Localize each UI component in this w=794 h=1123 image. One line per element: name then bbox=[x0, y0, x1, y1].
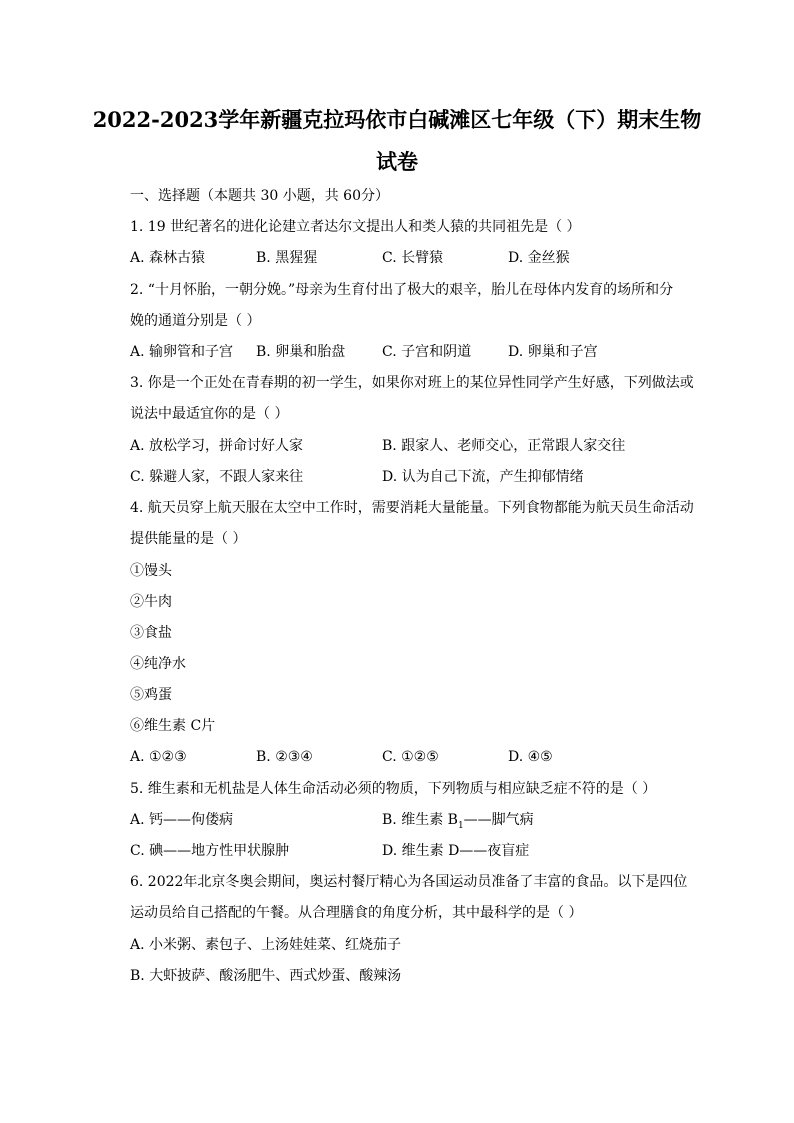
q4-item: ④纯净水 bbox=[130, 656, 186, 672]
section-heading: 一、选择题（本题共 30 小题，共 60分） bbox=[130, 188, 389, 204]
q2-option-a: A. 输卵管和子宫 bbox=[130, 344, 234, 360]
q5-option-a: A. 钙——佝偻病 bbox=[130, 812, 234, 828]
q3-option-d: D. 认为自己下流，产生抑郁情绪 bbox=[382, 469, 584, 485]
question-6-stem: 6. 2022年北京冬奥会期间，奥运村餐厅精心为各国运动员准备了丰富的食品。以下是四位 bbox=[130, 874, 688, 890]
q1-option-a: A. 森林古猿 bbox=[130, 250, 206, 266]
q4-item: ⑥维生素 C片 bbox=[130, 718, 216, 734]
question-6-stem-cont: 运动员给自己搭配的午餐。从合理膳食的角度分析，其中最科学的是（ ） bbox=[130, 905, 583, 921]
q2-option-b: B. 卵巢和胎盘 bbox=[256, 344, 346, 360]
q4-option-d: D. ④⑤ bbox=[508, 749, 553, 765]
q4-item: ⑤鸡蛋 bbox=[130, 687, 172, 703]
exam-title-line1: 2022-2023学年新疆克拉玛依市白碱滩区七年级（下）期末生物 bbox=[92, 107, 702, 132]
q6-option-a: A. 小米粥、素包子、上汤娃娃菜、红烧茄子 bbox=[130, 937, 402, 953]
question-4-stem: 4. 航天员穿上航天服在太空中工作时，需要消耗大量能量。下列食物都能为航天员生命活动 bbox=[130, 500, 694, 516]
q2-option-c: C. 子宫和阴道 bbox=[382, 344, 472, 360]
q5-option-d: D. 维生素 D——夜盲症 bbox=[382, 843, 530, 859]
exam-title-line2: 试卷 bbox=[376, 149, 418, 174]
q1-option-c: C. 长臂猿 bbox=[382, 250, 444, 266]
q3-option-b: B. 跟家人、老师交心，正常跟人家交往 bbox=[382, 438, 626, 454]
q3-option-c: C. 躲避人家，不跟人家来往 bbox=[130, 469, 304, 485]
q4-item: ①馒头 bbox=[130, 563, 172, 579]
q4-item: ③食盐 bbox=[130, 625, 172, 641]
q5-option-c: C. 碘——地方性甲状腺肿 bbox=[130, 843, 290, 859]
question-3-stem: 3. 你是一个正处在青春期的初一学生，如果你对班上的某位异性同学产生好感，下列做法或 bbox=[130, 375, 694, 391]
q4-option-b: B. ②③④ bbox=[256, 749, 313, 765]
q1-option-d: D. 金丝猴 bbox=[508, 250, 570, 266]
q4-item: ②牛肉 bbox=[130, 594, 172, 610]
q5-option-b-label: B. 维生素 B bbox=[382, 812, 458, 828]
question-2-stem: 2. “十月怀胎，一朝分娩。”母亲为生育付出了极大的艰辛，胎儿在母体内发育的场所和分 bbox=[130, 282, 674, 298]
question-5-stem: 5. 维生素和无机盐是人体生命活动必须的物质，下列物质与相应缺乏症不符的是（ ） bbox=[130, 781, 657, 797]
q4-option-c: C. ①②⑤ bbox=[382, 749, 439, 765]
question-3-stem-cont: 说法中最适宜你的是（ ） bbox=[130, 406, 289, 422]
q2-option-d: D. 卵巢和子宫 bbox=[508, 344, 598, 360]
question-2-stem-cont: 娩的通道分别是（ ） bbox=[130, 313, 261, 329]
q6-option-b: B. 大虾披萨、酸汤肥牛、西式炒蛋、酸辣汤 bbox=[130, 968, 402, 984]
q5-option-b-tail: ——脚气病 bbox=[463, 812, 534, 828]
q1-option-b: B. 黑猩猩 bbox=[256, 250, 318, 266]
question-1-stem: 1. 19 世纪著名的进化论建立者达尔文提出人和类人猿的共同祖先是（ ） bbox=[130, 219, 581, 235]
q4-option-a: A. ①②③ bbox=[130, 749, 187, 765]
q3-option-a: A. 放松学习，拼命讨好人家 bbox=[130, 438, 304, 454]
q5-option-b bbox=[382, 810, 534, 836]
question-4-stem-cont: 提供能量的是（ ） bbox=[130, 531, 247, 547]
q5-option-b-subscript: 1 bbox=[457, 820, 464, 831]
